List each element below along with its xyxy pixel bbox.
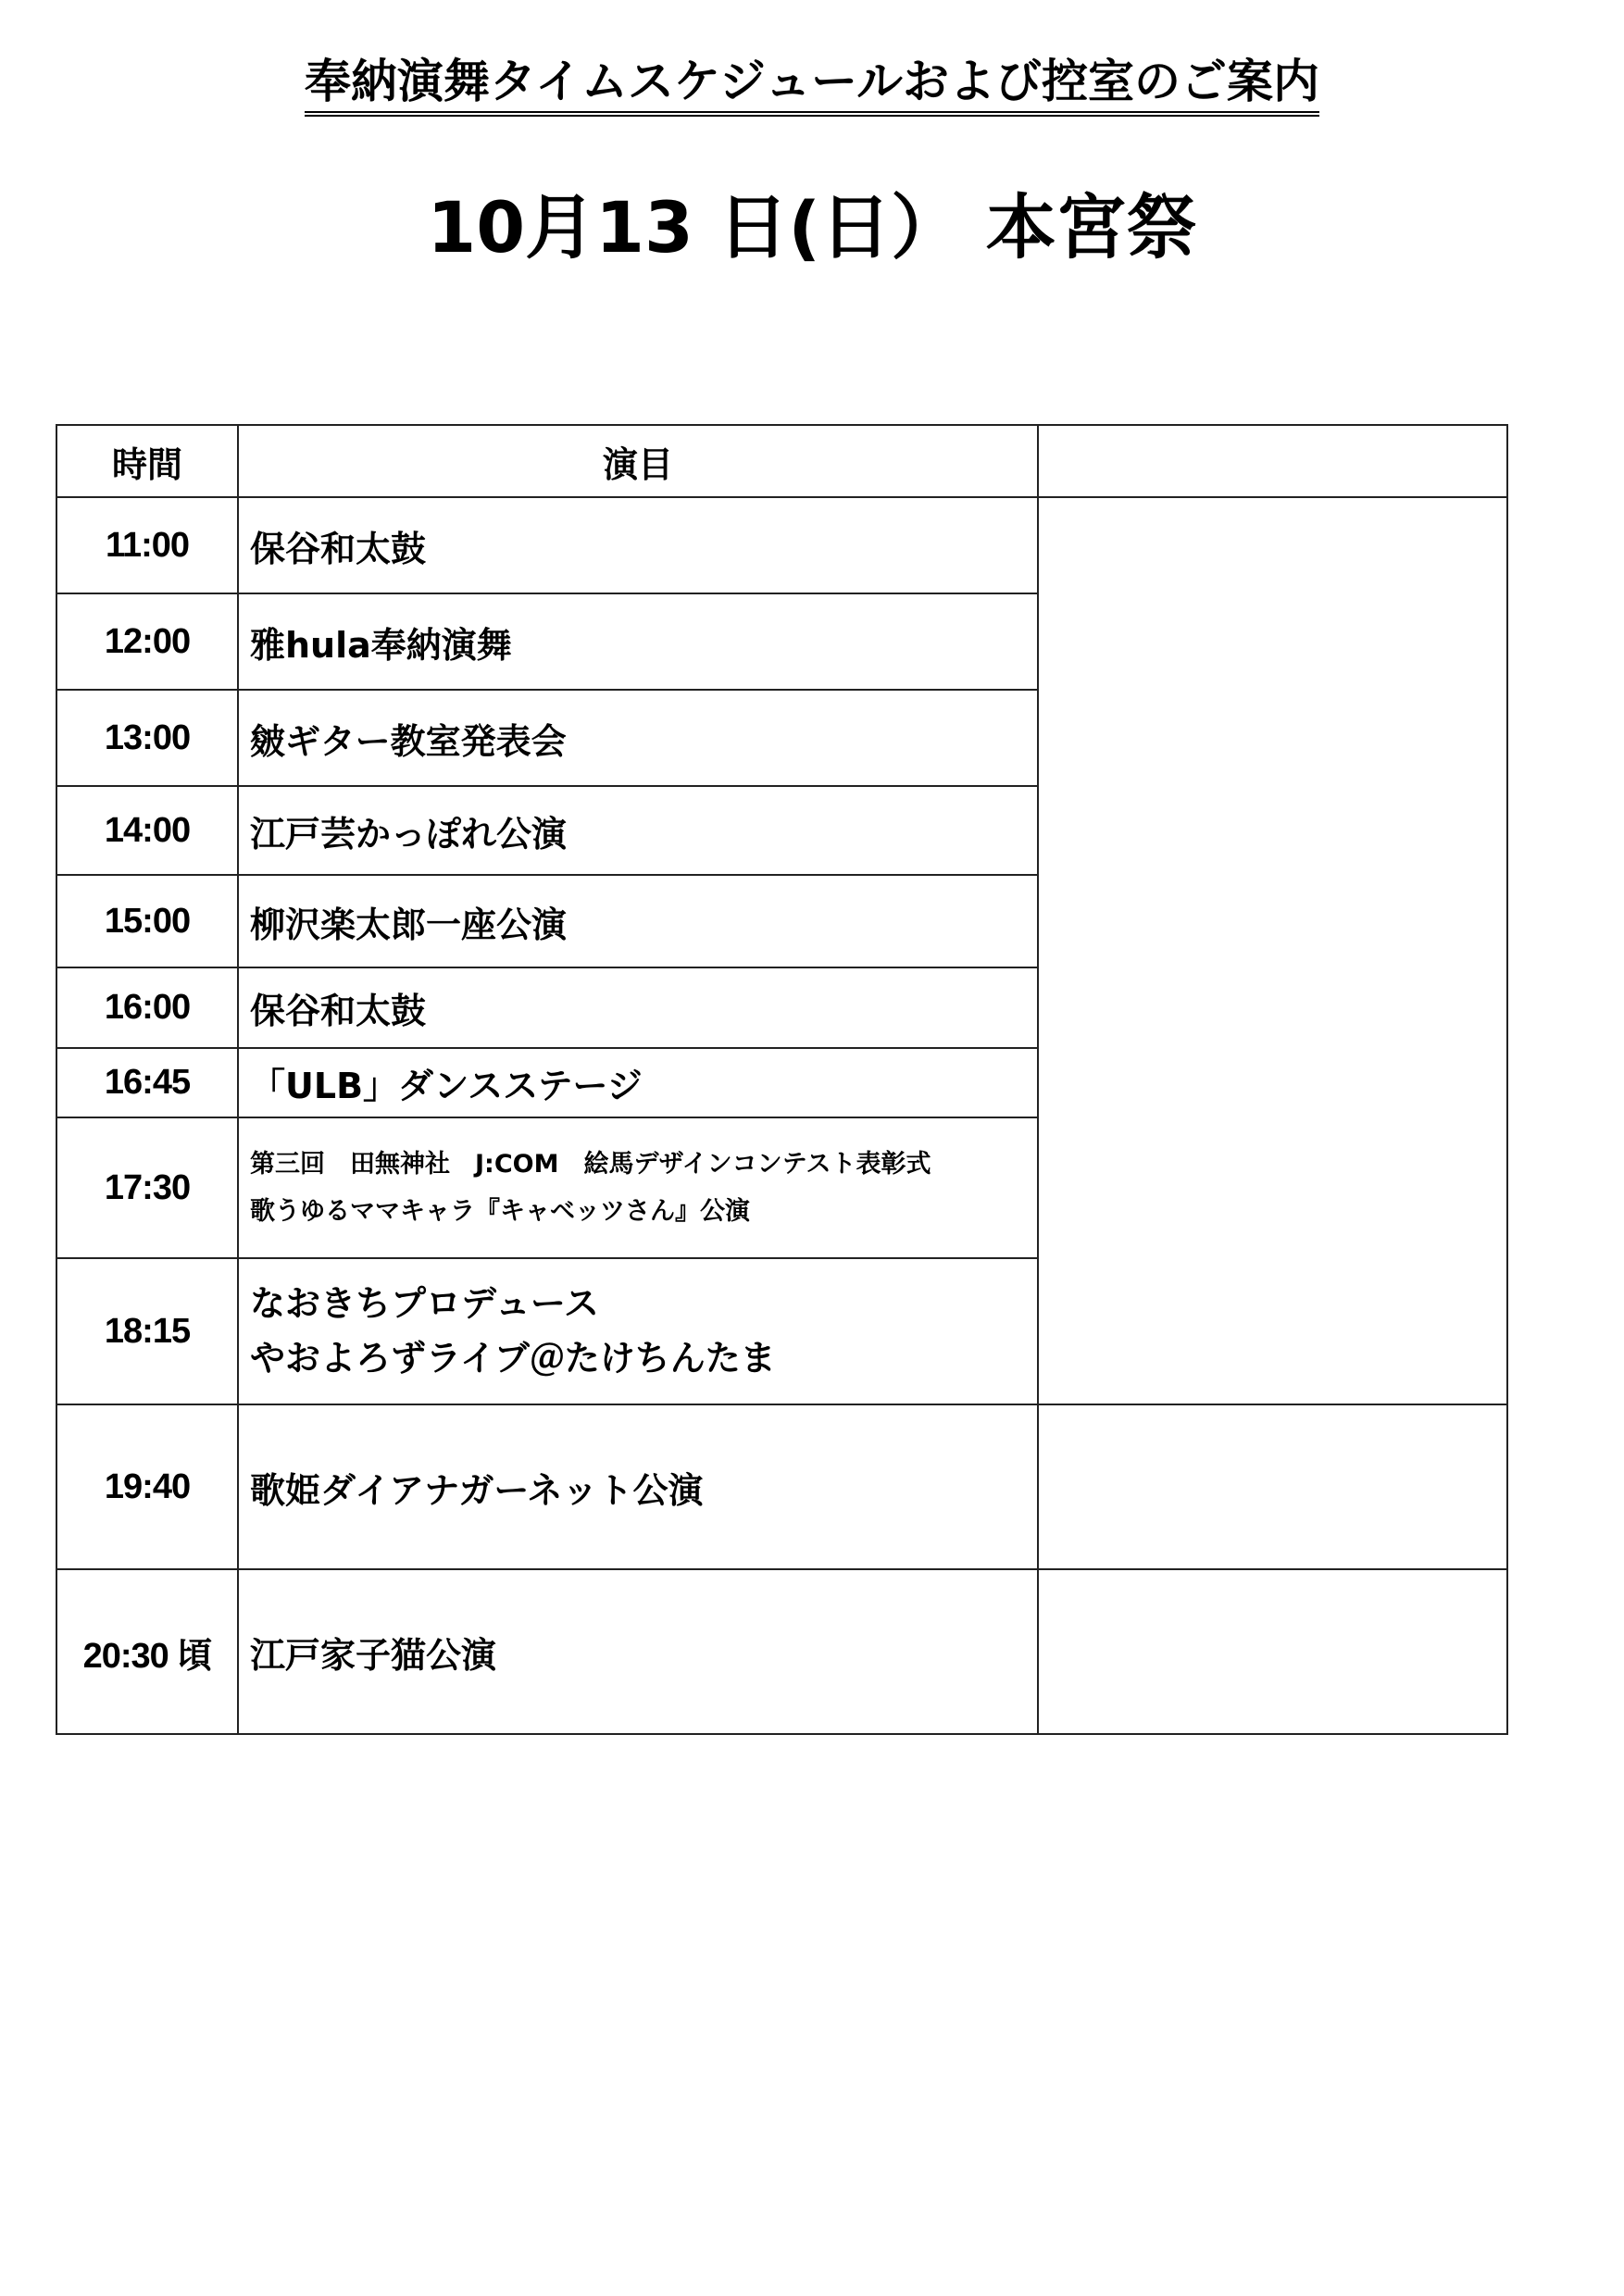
row-time: 17:30 <box>56 1117 238 1258</box>
row-program: 江戸芸かっぽれ公演 <box>238 786 1038 875</box>
program-line-award: 第三回 田無神社 J:COM 絵馬デザインコンテスト表彰式 <box>250 1149 931 1179</box>
program-line-producer: なおきちプロデュース <box>250 1283 599 1325</box>
schedule-table <box>56 424 1508 1735</box>
row-program: 歌姫ダイアナガーネット公演 <box>238 1404 1038 1569</box>
header-time: 時間 <box>56 425 238 497</box>
row-program: 皴ギター教室発表会 <box>238 690 1038 786</box>
row-time: 20:30 頃 <box>56 1569 238 1734</box>
row-program <box>238 1117 1038 1258</box>
table-header-row <box>56 425 1507 497</box>
header-room <box>1038 425 1507 497</box>
program-line-performance: 歌うゆるママキャラ『キャベッツさん』公演 <box>250 1197 750 1226</box>
document-title <box>0 54 1624 117</box>
event-date-heading: 10月13 日(日） 本宮祭 <box>427 186 1197 268</box>
header-program: 演目 <box>238 425 1038 497</box>
table-row <box>56 497 1507 593</box>
row-program: 江戸家子猫公演 <box>238 1569 1038 1734</box>
room-cell <box>1038 1569 1507 1734</box>
row-program: 保谷和太鼓 <box>238 967 1038 1048</box>
row-program <box>238 1258 1038 1404</box>
room-cell <box>1038 1404 1507 1569</box>
room-cell <box>1038 497 1507 1404</box>
row-program: 雅hula奉納演舞 <box>238 593 1038 690</box>
row-program: 「ULB」ダンスステージ <box>238 1048 1038 1117</box>
row-program: 柳沢楽太郎一座公演 <box>238 875 1038 967</box>
row-time: 18:15 <box>56 1258 238 1404</box>
row-time: 12:00 <box>56 593 238 690</box>
row-time: 15:00 <box>56 875 238 967</box>
row-time: 19:40 <box>56 1404 238 1569</box>
row-time: 11:00 <box>56 497 238 593</box>
document-title-text: 奉納演舞タイムスケジュールおよび控室のご案内 <box>305 54 1319 117</box>
row-time: 16:45 <box>56 1048 238 1117</box>
table-row <box>56 1404 1507 1569</box>
row-time: 16:00 <box>56 967 238 1048</box>
program-line-live: やおよろずライブ＠たけちんたま <box>250 1338 776 1379</box>
table-row <box>56 1569 1507 1734</box>
row-program: 保谷和太鼓 <box>238 497 1038 593</box>
row-time: 13:00 <box>56 690 238 786</box>
row-time: 14:00 <box>56 786 238 875</box>
